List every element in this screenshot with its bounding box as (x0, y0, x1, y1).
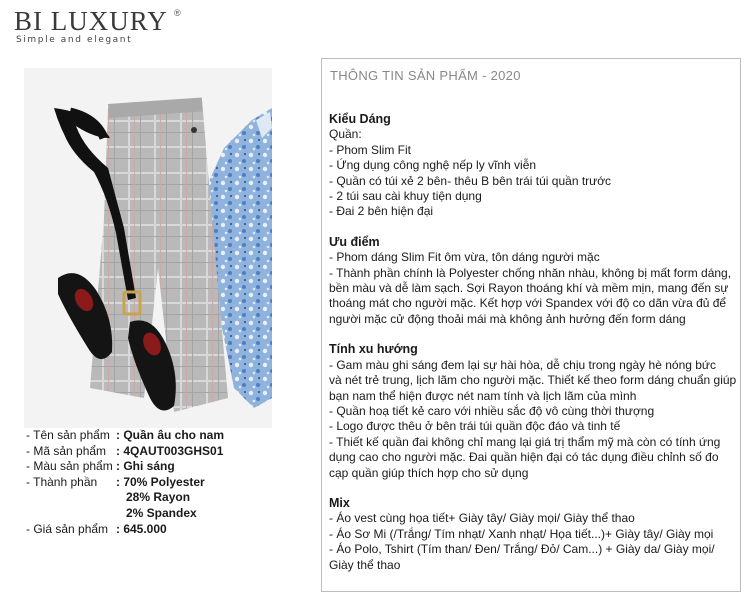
product-photo (24, 68, 272, 428)
text-line: - Phom Slim Fit (329, 142, 412, 157)
spec-row-material (26, 475, 276, 491)
text-line: Quần: (329, 127, 362, 142)
registered-mark: ® (174, 8, 181, 18)
text-line: - Gam màu ghi sáng đem lại sự hài hòa, dễ chịu trong ngày hè nóng bức (329, 357, 716, 372)
section-heading-mix: Mix (329, 495, 350, 510)
spec-label: - Thành phần (26, 474, 98, 489)
text-line: - Ứng dụng công nghệ nếp ly vĩnh viễn (329, 158, 537, 173)
text-line: dụng cao cho người mặc. Đai quần hiện đại có tác dụng điều chỉnh số đo (329, 450, 719, 465)
card-title: THÔNG TIN SẢN PHẨM - 2020 (330, 68, 521, 83)
text-line: - Áo Sơ Mi (/Trắng/ Tím nhạt/ Xanh nhạt/ Họa tiết...)+ Giày tây/ Giày mọi (329, 526, 714, 541)
text-line: bền màu và dễ làm sạch. Sợi Rayon thoáng khí và mềm mịn, mang đến sự (329, 281, 729, 296)
text-line: - Áo Polo, Tshirt (Tím than/ Đen/ Trắng/ Đỏ/ Cam...) + Giày da/ Giày mọi/ (329, 542, 715, 557)
brand-tagline: Simple and elegant (16, 35, 133, 45)
spec-row-code (26, 444, 276, 460)
text-line: thoáng mát cho người mặc. Kết hợp với Spandex với độ co dãn vừa đủ để (329, 296, 727, 311)
text-line: Giày thể thao (329, 557, 401, 572)
text-line: - 2 túi sau cài khuy tiện dụng (329, 189, 482, 204)
text-line: bạn nam thể hiện được nét nam tính và lịch lãm của mình (329, 388, 637, 403)
section-trend (329, 358, 737, 481)
section-style (329, 127, 737, 219)
product-price: : 645.000 (116, 521, 167, 536)
product-code: : 4QAUT003GHS01 (116, 443, 224, 458)
spec-label: - Tên sản phẩm (26, 428, 110, 442)
brand-logo (14, 6, 214, 45)
text-line: cạp quần giúp thích hợp cho sử dụng (329, 465, 529, 480)
product-info-card (321, 58, 741, 592)
spec-row-name (26, 428, 276, 444)
section-advantages (329, 250, 737, 327)
brand-name: BI LUXURY (14, 6, 168, 36)
product-color: : Ghi sáng (116, 459, 175, 474)
product-material: : 70% Polyester (116, 474, 205, 489)
card-body (329, 112, 737, 573)
text-line: - Áo vest cùng họa tiết+ Giày tây/ Giày mọi/ Giày thể thao (329, 511, 635, 526)
section-heading-style: Kiểu Dáng (329, 112, 391, 126)
text-line: - Quần hoạ tiết kẻ caro với nhiều sắc độ vô cùng thời thượng (329, 403, 655, 418)
spec-label: - Giá sản phẩm (26, 521, 109, 536)
text-line: - Thành phần chính là Polyester chống nhăn nhàu, không bị mất form dáng, (329, 265, 732, 280)
product-material-spandex: 2% Spandex (126, 505, 197, 520)
spec-label: - Màu sản phẩm (26, 459, 113, 474)
section-mix (329, 511, 737, 573)
text-line: - Logo được thêu ở bên trái túi quần độc đáo và tinh tế (329, 419, 621, 434)
product-name: : Quần âu cho nam (116, 428, 225, 442)
section-heading-advantages: Ưu điểm (329, 234, 380, 249)
text-line: - Đai 2 bên hiện đại (329, 204, 434, 219)
spec-row-color (26, 459, 276, 475)
text-line: - Thiết kế quần đai không chỉ mang lại giá trị thẩm mỹ mà còn có tính ứng (329, 434, 721, 449)
section-heading-trend: Tính xu hướng (329, 342, 418, 357)
spec-row-price (26, 522, 276, 538)
text-line: người mặc cử động thoải mái mà không ảnh hưởng đến form dáng (329, 311, 686, 326)
spec-label: - Mã sản phẩm (26, 443, 107, 458)
text-line: và nét trẻ trung, lịch lãm cho người mặc. Thiết kế theo form dáng chuẩn giúp (329, 373, 737, 388)
product-flatlay-image (24, 68, 272, 428)
text-line: - Quần có túi xẻ 2 bên- thêu B bên trái túi quần trước (329, 173, 612, 188)
text-line: - Phom dáng Slim Fit ôm vừa, tôn dáng người mặc (329, 250, 600, 265)
product-material-rayon: 28% Rayon (126, 490, 191, 505)
product-specs (26, 428, 276, 537)
